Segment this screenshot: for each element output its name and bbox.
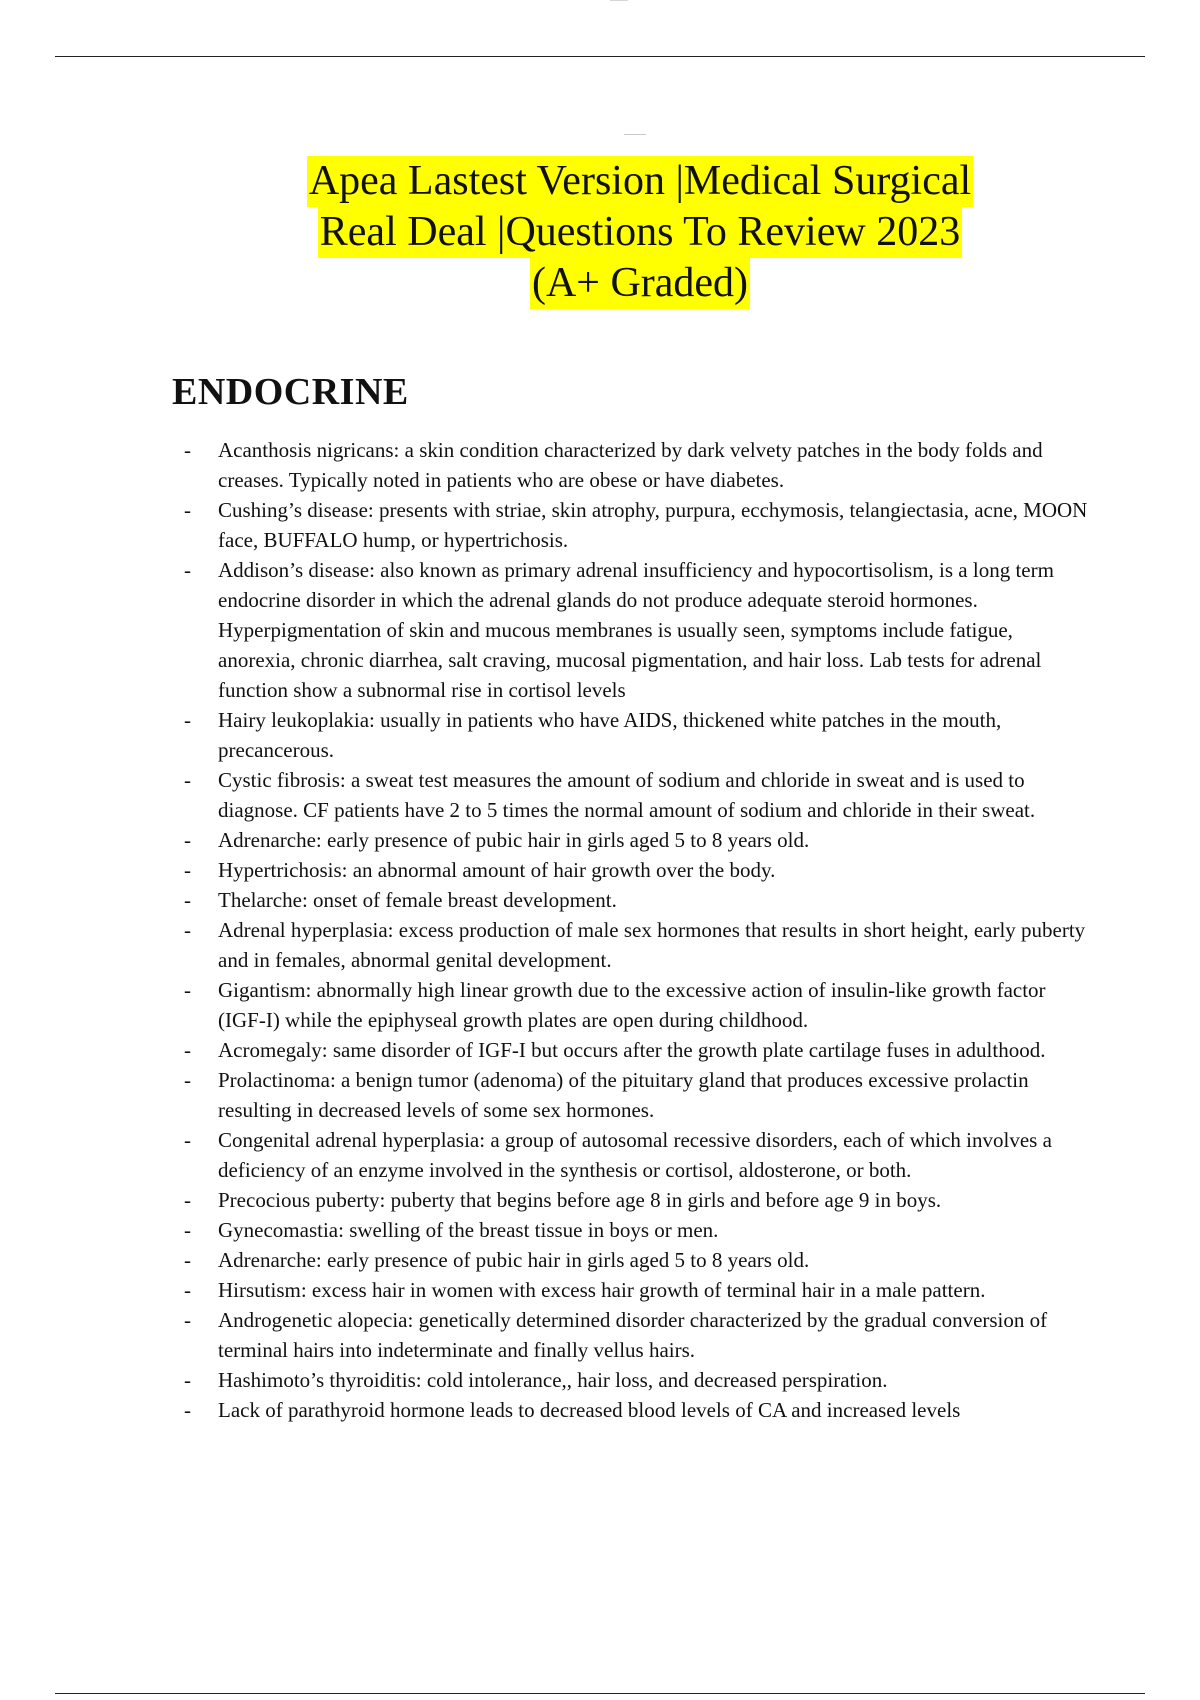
bullet-dash: - (184, 768, 191, 792)
list-item-text: Cushing’s disease: presents with striae, skin atrophy, purpura, ecchymosis, telangiectasia, acne, MOON face, BUFFALO hump, or hypertrichosis. (218, 498, 1088, 552)
list-item (172, 975, 1092, 1035)
page-top-mark (610, 0, 628, 1)
title-line-3: (A+ Graded) (530, 258, 750, 309)
list-item (172, 1065, 1092, 1125)
bullet-dash: - (184, 1368, 191, 1392)
top-divider (55, 56, 1145, 57)
list-item-text: Adrenarche: early presence of pubic hair in girls aged 5 to 8 years old. (218, 828, 810, 852)
list-item (172, 1215, 1092, 1245)
list-item (172, 885, 1092, 915)
document-title (160, 156, 1120, 309)
list-item-text: Androgenetic alopecia: genetically determined disorder characterized by the gradual conversion of terminal hairs into indeterminate and finally vellus hairs. (218, 1308, 1048, 1362)
section-heading-endocrine: ENDOCRINE (172, 371, 409, 413)
list-item (172, 1395, 1092, 1425)
bullet-dash: - (184, 918, 191, 942)
bottom-divider (55, 1693, 1145, 1694)
list-item (172, 435, 1092, 495)
bullet-dash: - (184, 1188, 191, 1212)
list-item (172, 495, 1092, 555)
list-item (172, 825, 1092, 855)
bullet-dash: - (184, 1038, 191, 1062)
list-item (172, 1035, 1092, 1065)
endocrine-bullet-list (172, 435, 1092, 1425)
list-item-text: Hashimoto’s thyroiditis: cold intolerance,, hair loss, and decreased perspiration. (218, 1368, 888, 1392)
list-item (172, 915, 1092, 975)
title-line-1: Apea Lastest Version |Medical Surgical (307, 156, 973, 207)
list-item (172, 555, 1092, 705)
bullet-dash: - (184, 828, 191, 852)
list-item (172, 855, 1092, 885)
list-item-text: Lack of parathyroid hormone leads to decreased blood levels of CA and increased levels (218, 1398, 961, 1422)
list-item-text: Prolactinoma: a benign tumor (adenoma) of the pituitary gland that produces excessive prolactin resulting in decreased levels of some sex hormones. (218, 1068, 1029, 1122)
list-item (172, 705, 1092, 765)
list-item-text: Hypertrichosis: an abnormal amount of hair growth over the body. (218, 858, 776, 882)
list-item (172, 1185, 1092, 1215)
list-item-text: Gigantism: abnormally high linear growth due to the excessive action of insulin-like growth factor (IGF-I) while the epiphyseal growth plates are open during childhood. (218, 978, 1046, 1032)
list-item (172, 1125, 1092, 1185)
bullet-dash: - (184, 1068, 191, 1092)
bullet-dash: - (184, 1278, 191, 1302)
bullet-dash: - (184, 888, 191, 912)
bullet-dash: - (184, 1128, 191, 1152)
list-item (172, 1275, 1092, 1305)
list-item-text: Cystic fibrosis: a sweat test measures the amount of sodium and chloride in sweat and is used to diagnose. CF patients have 2 to 5 times the normal amount of sodium and chloride in their sweat. (218, 768, 1036, 822)
list-item (172, 765, 1092, 825)
bullet-dash: - (184, 1218, 191, 1242)
list-item-text: Adrenarche: early presence of pubic hair in girls aged 5 to 8 years old. (218, 1248, 810, 1272)
bullet-dash: - (184, 708, 191, 732)
list-item-text: Acromegaly: same disorder of IGF-I but occurs after the growth plate cartilage fuses in adulthood. (218, 1038, 1046, 1062)
bullet-dash: - (184, 558, 191, 582)
list-item-text: Adrenal hyperplasia: excess production of male sex hormones that results in short height, early puberty and in females, abnormal genital development. (218, 918, 1086, 972)
title-line-2: Real Deal |Questions To Review 2023 (318, 207, 962, 258)
list-item-text: Hairy leukoplakia: usually in patients who have AIDS, thickened white patches in the mouth, precancerous. (218, 708, 1002, 762)
list-item (172, 1245, 1092, 1275)
bullet-dash: - (184, 1398, 191, 1422)
list-item-text: Acanthosis nigricans: a skin condition characterized by dark velvety patches in the body folds and creases. Typically noted in patients who are obese or have diabetes. (218, 438, 1043, 492)
list-item-text: Congenital adrenal hyperplasia: a group of autosomal recessive disorders, each of which involves a deficiency of an enzyme involved in the synthesis or cortisol, aldosterone, or both. (218, 1128, 1052, 1182)
header-faint-mark (624, 134, 646, 135)
bullet-dash: - (184, 498, 191, 522)
bullet-dash: - (184, 978, 191, 1002)
bullet-dash: - (184, 1248, 191, 1272)
list-item-text: Hirsutism: excess hair in women with excess hair growth of terminal hair in a male pattern. (218, 1278, 986, 1302)
bullet-dash: - (184, 438, 191, 462)
list-item (172, 1305, 1092, 1365)
list-item (172, 1365, 1092, 1395)
list-item-text: Thelarche: onset of female breast development. (218, 888, 617, 912)
list-item-text: Gynecomastia: swelling of the breast tissue in boys or men. (218, 1218, 719, 1242)
list-item-text: Addison’s disease: also known as primary adrenal insufficiency and hypocortisolism, is a long term endocrine disorder in which the adrenal glands do not produce adequate steroid hormones. Hyperpigmentation of skin and mucous membranes is usually seen, symptoms include fatigue, anorexia, chronic diarrhea, salt craving, mucosal pigmentation, and hair loss. Lab tests for adrenal function show a subnormal rise in cortisol levels (218, 558, 1054, 702)
list-item-text: Precocious puberty: puberty that begins before age 8 in girls and before age 9 in boys. (218, 1188, 942, 1212)
bullet-dash: - (184, 1308, 191, 1332)
bullet-dash: - (184, 858, 191, 882)
